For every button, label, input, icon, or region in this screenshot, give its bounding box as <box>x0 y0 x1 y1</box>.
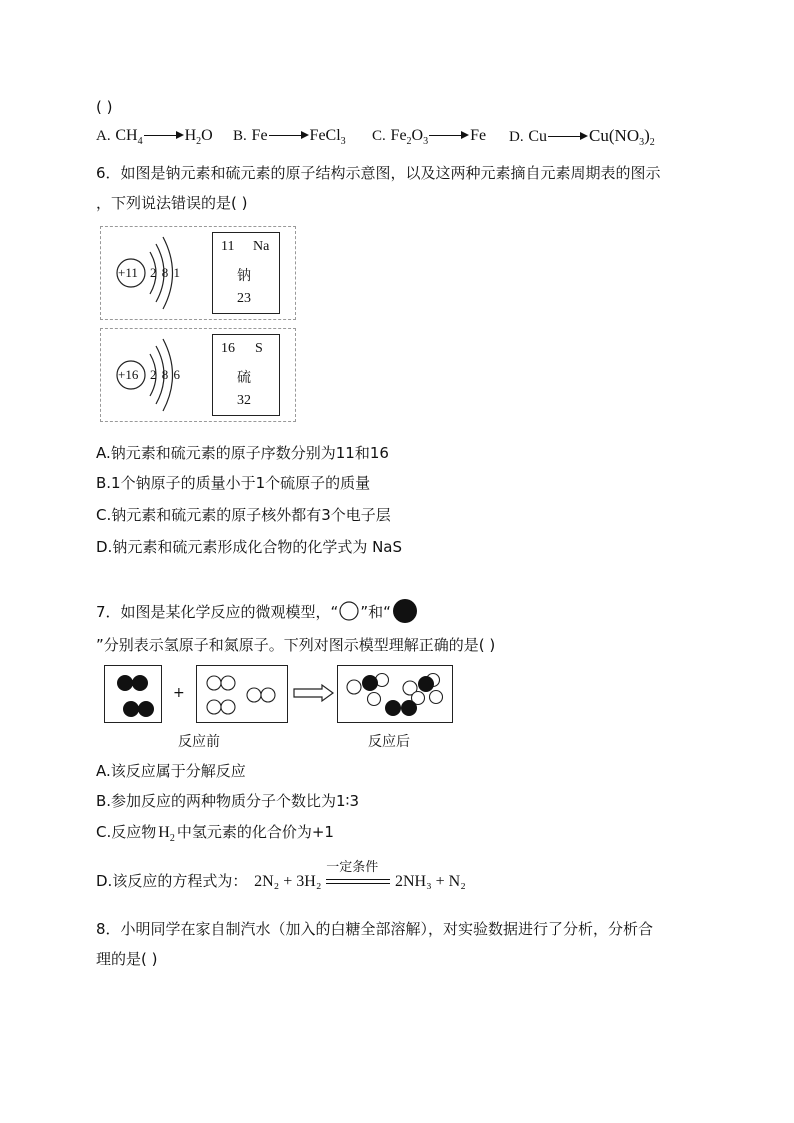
reaction-arrow <box>269 131 309 141</box>
equation-lhs: 2N₂ + 3H₂ <box>254 873 322 890</box>
q6-option-a[interactable]: A.钠元素和硫元素的原子序数分别为11和16 <box>96 444 389 462</box>
q5-option-b[interactable]: B. Fe FeCl$_3$ <box>233 127 346 147</box>
equation-rhs: 2NH₃ + N₂ <box>394 873 466 890</box>
equation-condition-sign <box>326 859 390 888</box>
s-nucleus-charge: +16 <box>118 367 139 382</box>
plus-sign: + <box>173 685 185 701</box>
product-box <box>337 665 453 723</box>
q5-paren: ( ) <box>96 98 113 116</box>
q8-stem-line2: 理的是( ) <box>96 950 158 968</box>
q5-option-c[interactable]: C. $Fe_2O_3$ Fe <box>372 127 487 147</box>
na-nucleus-charge: +11 <box>118 265 138 280</box>
na-electron-shells: 2 8 1 <box>150 265 181 280</box>
n2-molecules <box>105 666 161 722</box>
product-molecules <box>338 666 452 722</box>
q7-stem-line2: ”分别表示氢原子和氮原子。下列对图示模型理解正确的是( ) <box>96 636 496 654</box>
na-name: 钠 <box>237 268 251 284</box>
q7-option-d[interactable]: D.该反应的方程式为： 2N₂ + 3H₂ 一定条件 2NH₃ + N₂ <box>96 870 466 891</box>
label-after-reaction: 反应后 <box>368 734 410 750</box>
s-name: 硫 <box>237 370 251 386</box>
q6-option-c[interactable]: C.钠元素和硫元素的原子核外都有3个电子层 <box>96 506 391 524</box>
option-letter: A. <box>96 128 111 144</box>
s-electron-shells: 2 8 6 <box>150 367 181 382</box>
s-symbol: S <box>255 341 263 356</box>
q7-option-a[interactable]: A.该反应属于分解反应 <box>96 762 246 780</box>
s-periodic-cell <box>212 334 280 416</box>
label-before-reaction: 反应前 <box>178 734 220 750</box>
q7-option-b[interactable]: B.参加反应的两种物质分子个数比为1∶3 <box>96 792 360 810</box>
na-atomic-number: 11 <box>221 239 235 254</box>
s-atomic-number: 16 <box>221 341 235 356</box>
q6-stem-line1: 6．如图是钠元素和硫元素的原子结构示意图，以及这两种元素摘自元素周期表的图示 <box>96 164 661 182</box>
reactant-n2-box <box>104 665 162 723</box>
na-periodic-cell <box>212 232 280 314</box>
q7-stem-line1: 7．如图是某化学反应的微观模型，“ ”和“ <box>96 598 419 624</box>
nitrogen-atom-icon <box>391 598 419 624</box>
hydrogen-atom-icon <box>338 601 360 621</box>
reaction-arrow-icon <box>292 683 336 703</box>
reactant-h2-box <box>196 665 288 723</box>
q5-option-a[interactable]: A. $CH_4$ $H_2O$ <box>96 127 213 147</box>
reaction-arrow <box>429 131 469 141</box>
reaction-arrow <box>548 132 588 142</box>
equation-condition: 一定条件 <box>326 859 379 875</box>
q5-option-d[interactable]: D. Cu $Cu(NO_3)_2$ <box>509 126 655 148</box>
na-symbol: Na <box>253 239 270 254</box>
h2-molecules <box>197 666 287 722</box>
reaction-arrow <box>144 131 184 141</box>
q6-option-d[interactable]: D.钠元素和硫元素形成化合物的化学式为 NaS <box>96 538 403 556</box>
q8-stem-line1: 8．小明同学在家自制汽水（加入的白糖全部溶解），对实验数据进行了分析，分析合 <box>96 920 654 938</box>
q7-option-c[interactable]: C.反应物 $H_2$ 中氢元素的化合价为+1 <box>96 823 334 844</box>
na-mass: 23 <box>237 291 251 306</box>
s-mass: 32 <box>237 393 251 408</box>
q6-stem-line2: ，下列说法错误的是( ) <box>96 194 248 212</box>
q6-option-b[interactable]: B.1个钠原子的质量小于1个硫原子的质量 <box>96 474 371 492</box>
